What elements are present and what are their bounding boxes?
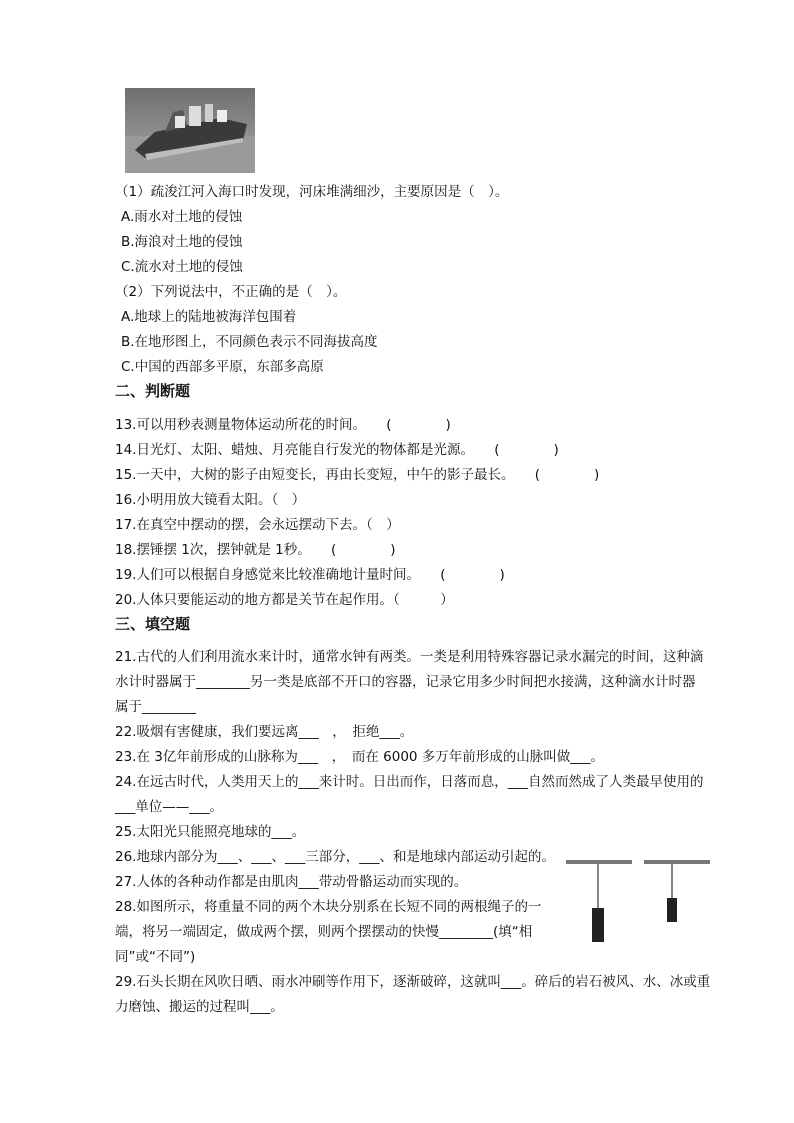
ship-photo [125, 88, 255, 173]
q12-sub1: （1）疏浚江河入海口时发现，河床堆满细沙，主要原因是（ ）。 [115, 184, 509, 200]
pendulum-1-block [592, 908, 604, 942]
question-28-line-2: 端，将另一端固定，做成两个摆，则两个摆摆动的快慢________(填“相 [115, 924, 533, 940]
question-24-line-2: ___单位——___。 [115, 799, 223, 815]
q12-sub2-option-c: C.中国的西部多平原，东部多高原 [121, 359, 324, 375]
question-24-line-1: 24.在远古时代，人类用天上的___来计时。日出而作，日落而息，___自然而然成了人类最早使用的 [115, 774, 704, 790]
pendulum-2-block [667, 898, 677, 922]
question-13: 13.可以用秒表测量物体运动所花的时间。 ( ) [115, 417, 451, 433]
question-20: 20.人体只要能运动的地方都是关节在起作用。（ ） [115, 592, 454, 608]
question-29-line-2: 力磨蚀、搬运的过程叫___。 [115, 999, 284, 1015]
section-heading-fill-in: 三、填空题 [115, 615, 191, 633]
question-26: 26.地球内部分为___、___、___三部分，___、和是地球内部运动引起的。 [115, 849, 555, 865]
pendulum-2-support [644, 860, 710, 864]
question-15: 15.一天中，大树的影子由短变长，再由长变短，中午的影子最长。 ( ) [115, 467, 600, 483]
q12-sub2-option-a: A.地球上的陆地被海洋包围着 [121, 309, 297, 325]
question-28-line-3: 同”或“不同”) [115, 949, 196, 965]
question-25: 25.太阳光只能照亮地球的___。 [115, 824, 306, 840]
question-16: 16.小明用放大镜看太阳。（ ） [115, 492, 306, 508]
question-22: 22.吸烟有害健康，我们要远离___ ， 拒绝___。 [115, 724, 414, 740]
q12-sub1-option-b: B.海浪对土地的侵蚀 [121, 234, 243, 250]
question-21-line-2: 水计时器属于________另一类是底部不开口的容器，记录它用多少时间把水接满，这种滴水计时器 [115, 674, 696, 690]
q12-sub2-option-b: B.在地形图上，不同颜色表示不同海拔高度 [121, 334, 378, 350]
question-29-line-1: 29.石头长期在风吹日晒、雨水冲刷等作用下，逐渐破碎，这就叫___。碎后的岩石被风、水、冰或重 [115, 974, 711, 990]
q12-sub1-option-a: A.雨水对土地的侵蚀 [121, 209, 243, 225]
question-18: 18.摆锤摆 1次，摆钟就是 1秒。 ( ) [115, 542, 396, 558]
question-21-line-3: 属于________ [115, 699, 196, 715]
question-28-line-1: 28.如图所示，将重量不同的两个木块分别系在长短不同的两根绳子的一 [115, 899, 542, 915]
q12-sub1-option-c: C.流水对土地的侵蚀 [121, 259, 243, 275]
q12-sub2: （2）下列说法中，不正确的是（ ）。 [115, 284, 347, 300]
question-19: 19.人们可以根据自身感觉来比较准确地计量时间。 ( ) [115, 567, 505, 583]
question-17: 17.在真空中摆动的摆，会永远摆动下去。（ ） [115, 517, 400, 533]
question-27: 27.人体的各种动作都是由肌肉___带动骨骼运动而实现的。 [115, 874, 468, 890]
question-14: 14.日光灯、太阳、蜡烛、月亮能自行发光的物体都是光源。 ( ) [115, 442, 559, 458]
question-21-line-1: 21.古代的人们利用流水来计时，通常水钟有两类。一类是利用特殊容器记录水漏完的时间，这种滴 [115, 649, 704, 665]
pendulum-1-support [566, 860, 632, 864]
pendulum-figure [560, 850, 720, 950]
question-23: 23.在 3亿年前形成的山脉称为___ ， 而在 6000 多万年前形成的山脉叫做___。 [115, 749, 605, 765]
section-heading-true-false: 二、判断题 [115, 382, 191, 400]
